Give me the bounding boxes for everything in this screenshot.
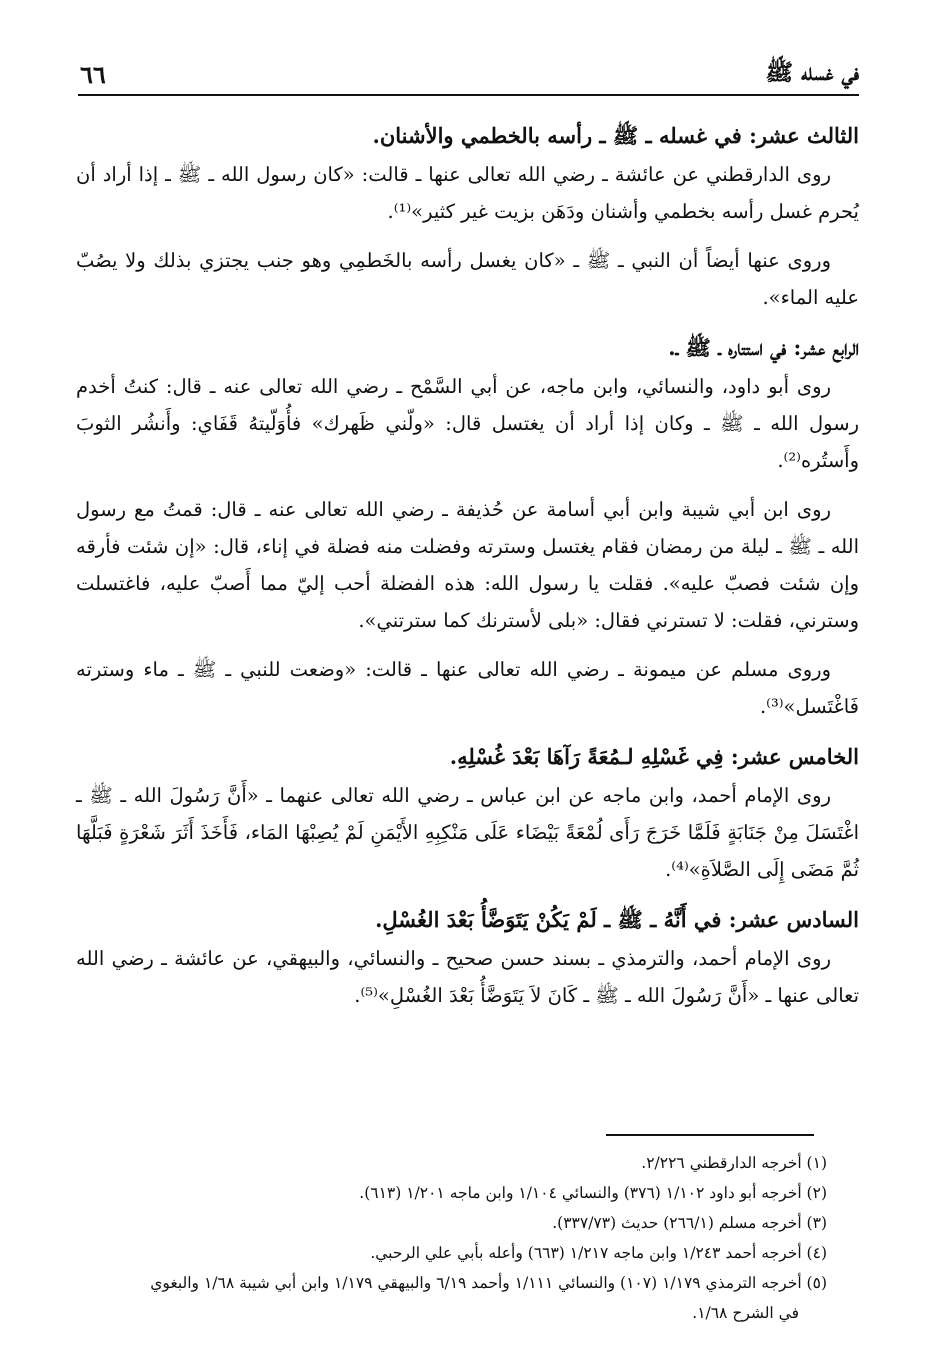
footnote-rule <box>606 1134 814 1136</box>
paragraph: روى الإمام أحمد، وابن ماجه عن ابن عباس ـ رضي الله تعالى عنهما ـ «أَنَّ رَسُولَ الله ـ ﷺ ـ اغْتَسَلَ مِنْ جَنَابَةٍ فَلَمَّا خَرَجَ رَأَى لُمْعَةً بَيْضَاء عَلَى مَنْكِبِهِ الأَيْمَنِ لَمْ يُصِبْهَا المَاء، فَأَخَذَ أَثَرَ شَعْرَةٍ فَبَلَّهَا ثُمَّ مَضَى إِلَى الصَّلاَةِ»⁽⁴⁾. <box>76 784 859 881</box>
paragraph: روى أبو داود، والنسائي، وابن ماجه، عن أبي السَّمْح ـ رضي الله تعالى عنه ـ قال: كنتُ أخدم رسول الله ـ ﷺ ـ وكان إذا أراد أن يغتسل قال: «ولّني ظَهرك» فأُوَلّيتهُ قَفَاي: وأَنشُر الثوبَ وأَستُره⁽²⁾. <box>76 375 859 472</box>
paragraph: روى ابن أبي شيبة وابن أبي أسامة عن حُذيفة ـ رضي الله تعالى عنه ـ قال: قمتُ مع رسول الله ـ ﷺ ـ ليلة من رمضان فقام يغتسل وسترته وفضلت منه فضلة في إناء، قال: «إن شئت فأرقه وإن شئت فصبّ عليه». فقلت يا رسول الله: هذه الفضلة أحب إليّ مما أَصبّ عليه، فاغتسلت وسترني، فقلت: لا تسترني فقال: «بلى لأسترنك كما سترتني». <box>76 498 859 632</box>
footnotes <box>60 1148 827 1328</box>
paragraph: وروى عنها أيضاً أن النبي ـ ﷺ ـ «كان يغسل رأسه بالخَطمِي وهو جنب يجتزي بذلك ولا يصُبّ عليه الماء». <box>76 249 859 309</box>
main-text <box>76 116 859 1026</box>
paragraph: وروى مسلم عن ميمونة ـ رضي الله تعالى عنها ـ قالت: «وضعت للنبي ـ ﷺ ـ ماء وسترته فَاغْتَسل»⁽³⁾. <box>76 658 859 718</box>
paragraph: روى الإمام أحمد، والترمذي ـ بسند حسن صحيح ـ والنسائي، والبيهقي، عن عائشة ـ رضي الله تعالى عنها ـ «أَنَّ رَسُولَ الله ـ ﷺ ـ كَانَ لاَ يَتَوَضَّأُ بَعْدَ الغُسْلِ»⁽⁵⁾. <box>76 947 859 1007</box>
section-heading: الرابع عشر: في استتاره ـ ﷺ ـ. <box>668 335 859 360</box>
page-header <box>78 52 859 94</box>
section-heading: الخامس عشر: فِي غَسْلِهِ لـمُعَةً رَآهَا بَعْدَ غُسْلِهِ. <box>449 744 859 769</box>
footnote: (١) أخرجه الدارقطني ٢/٢٢٦. <box>641 1154 827 1172</box>
footnote: (٥) أخرجه الترمذي ١/١٧٩ (١٠٧) والنسائي ١/١١١ وأحمد ٦/١٩ والبيهقي ١/١٧٩ وابن أبي شيبة ١/٦٨ والبغوي <box>150 1274 827 1292</box>
footnote: (٤) أخرجه أحمد ١/٢٤٣ وابن ماجه ١/٢١٧ (٦٦٣) وأعله بأبي علي الرحبي. <box>370 1244 827 1262</box>
footnote-continuation: في الشرح ١/٦٨. <box>692 1304 799 1322</box>
header-rule <box>78 94 859 96</box>
running-title: في غسله ﷺ <box>765 59 859 86</box>
page-number: ٦٦ <box>80 60 106 89</box>
paragraph: روى الدارقطني عن عائشة ـ رضي الله تعالى عنها ـ قالت: «كان رسول الله ـ ﷺ ـ إذا أراد أن يُحرم غسل رأسه بخطمي وأشنان ودَهَن بزيت غير كثير»⁽¹⁾. <box>76 163 859 223</box>
footnote: (٢) أخرجه أبو داود ١/١٠٢ (٣٧٦) والنسائي ١/١٠٤ وابن ماجه ١/٢٠١ (٦١٣). <box>359 1184 827 1202</box>
section-heading: السادس عشر: في أَنَّهُ ـ ﷺ ـ لَمْ يَكُنْ يَتَوَضَّأُ بَعْدَ الغُسْلِ. <box>375 907 859 932</box>
footnote: (٣) أخرجه مسلم (٢٦٦/١) حديث (٣٣٧/٧٣). <box>552 1214 827 1232</box>
section-heading: الثالث عشر: في غسله ـ ﷺ ـ رأسه بالخطمي والأشنان. <box>372 123 859 148</box>
